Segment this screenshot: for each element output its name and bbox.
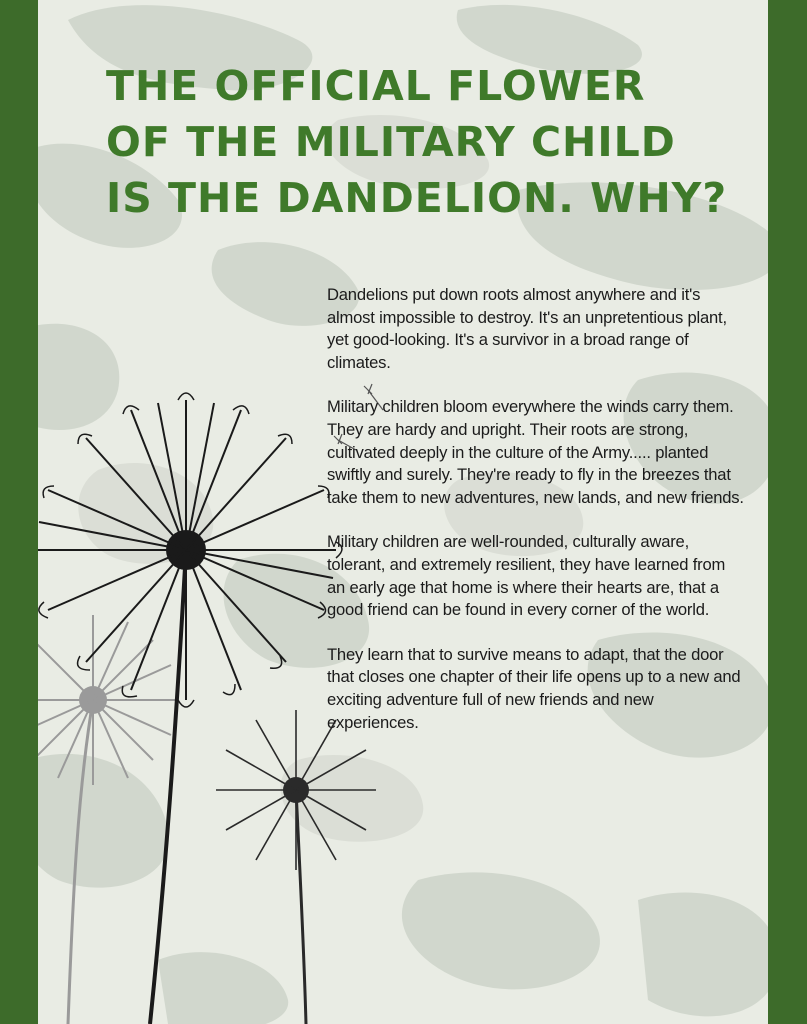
paragraph-resilient: Military children are well-rounded, culturally aware, tolerant, and extremely resilient, they have learned from an early age that home is where their hearts are, that a good friend can be found in every corner of the world.	[327, 532, 726, 620]
body-text	[327, 284, 747, 756]
title-line: THE OFFICIAL FLOWER	[106, 62, 646, 110]
title-line: OF THE MILITARY CHILD	[106, 118, 676, 166]
paragraph-adapt: They learn that to survive means to adapt, that the door that closes one chapter of their life opens up to a new and exciting adventure full of new friends and new experiences.	[327, 644, 741, 732]
dandelion-small	[216, 710, 376, 1024]
title-line: IS THE DANDELION. WHY?	[106, 174, 728, 222]
poster-panel	[38, 0, 768, 1024]
paragraph-roots: Dandelions put down roots almost anywhere and it's almost impossible to destroy. It's an unpretentious plant, yet good-looking. It's a survivor in a broad range of climates.	[327, 285, 727, 372]
page-title	[106, 58, 726, 226]
paragraph-bloom: Military children bloom everywhere the winds carry them. They are hardy and upright. Their roots are strong, cultivated deeply in the culture of the Army..... planted swiftly and surely. They're ready to fly in the breezes that take them to new adventures, new lands, and new friends.	[327, 397, 744, 507]
